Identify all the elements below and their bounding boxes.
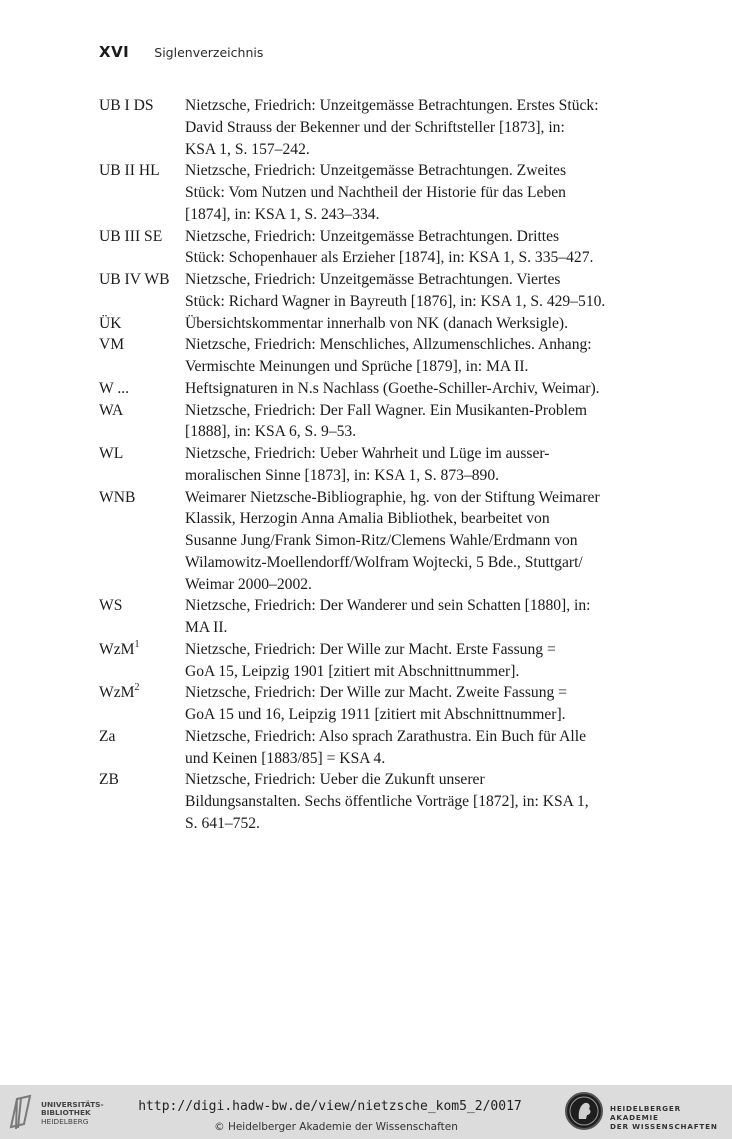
description-line: und Keinen [1883/85] = KSA 4. — [185, 749, 386, 767]
sigle-description — [185, 334, 659, 378]
sigle-abbreviation: VM — [99, 336, 125, 354]
description-line: Nietzsche, Friedrich: Ueber die Zukunft unserer — [185, 771, 485, 789]
page-header — [99, 43, 263, 65]
running-head: Siglenverzeichnis — [154, 45, 264, 60]
description-line: David Strauss der Bekenner und der Schriftsteller [1873], in: — [185, 118, 565, 136]
sigle-entry — [99, 595, 659, 639]
sigle-description — [185, 682, 659, 726]
sigle-entry — [99, 95, 659, 160]
description-line: Nietzsche, Friedrich: Ueber Wahrheit und Lüge im ausser- — [185, 445, 550, 462]
sigle-abbreviation: WNB — [99, 488, 136, 506]
sigle-abbreviation: W ... — [99, 379, 130, 397]
description-line: Klassik, Herzogin Anna Amalia Bibliothek, bearbeitet von — [185, 510, 550, 528]
sigle-superscript: 2 — [134, 682, 140, 694]
sigle-entry — [99, 378, 659, 400]
description-line: Stück: Richard Wagner in Bayreuth [1876], in: KSA 1, S. 429–510. — [185, 292, 606, 310]
sigle-entry — [99, 226, 659, 270]
sigle-description — [185, 595, 659, 639]
sigle-abbreviation: UB III SE — [99, 227, 163, 245]
sigle-entry — [99, 769, 659, 834]
description-line: S. 641–752. — [185, 814, 260, 832]
description-line: Wilamowitz-Moellendorff/Wolfram Wojtecki, 5 Bde., Stuttgart/ — [185, 553, 583, 571]
description-line: Nietzsche, Friedrich: Der Wanderer und sein Schatten [1880], in: — [185, 597, 591, 615]
description-line: Nietzsche, Friedrich: Der Wille zur Macht. Zweite Fassung = — [185, 684, 568, 702]
description-line: Nietzsche, Friedrich: Unzeitgemässe Betrachtungen. Zweites — [185, 162, 567, 180]
description-line: [1874], in: KSA 1, S. 243–334. — [185, 205, 380, 223]
description-line: Heftsignaturen in N.s Nachlass (Goethe-Schiller-Archiv, Weimar). — [185, 379, 600, 397]
copyright-notice: © Heidelberger Akademie der Wissenschaften — [214, 1121, 458, 1133]
sigle-entry — [99, 313, 659, 335]
description-line: Nietzsche, Friedrich: Unzeitgemässe Betrachtungen. Viertes — [185, 271, 561, 288]
description-line: Nietzsche, Friedrich: Menschliches, Allzumenschliches. Anhang: — [185, 336, 592, 354]
description-line: Nietzsche, Friedrich: Der Wille zur Macht. Erste Fassung = — [185, 640, 556, 658]
sigle-entry — [99, 334, 659, 378]
description-line: Weimarer Nietzsche-Bibliographie, hg. von der Stiftung Weimarer — [185, 488, 600, 506]
footer-bar — [0, 1085, 732, 1139]
description-line: Weimar 2000–2002. — [185, 575, 312, 593]
description-line: Bildungsanstalten. Sechs öffentliche Vorträge [1872], in: KSA 1, — [185, 793, 589, 810]
sigle-abbreviation: UB IV WB — [99, 271, 170, 288]
sigle-entry — [99, 400, 659, 444]
academy-seal-icon — [565, 1092, 603, 1130]
sigle-abbreviation: ZB — [99, 771, 119, 789]
description-line: GoA 15, Leipzig 1901 [zitiert mit Abschnittnummer]. — [185, 662, 520, 680]
sigle-entry — [99, 160, 659, 225]
description-line: Nietzsche, Friedrich: Unzeitgemässe Betrachtungen. Drittes — [185, 227, 560, 245]
sigla-list — [99, 95, 659, 835]
description-line: Susanne Jung/Frank Simon-Ritz/Clemens Wahle/Erdmann von — [185, 532, 578, 549]
sigle-superscript: 1 — [134, 638, 140, 650]
description-line: Stück: Vom Nutzen und Nachtheil der Historie für das Leben — [185, 184, 566, 201]
description-line: Stück: Schopenhauer als Erzieher [1874], in: KSA 1, S. 335–427. — [185, 249, 594, 267]
sigle-description — [185, 160, 659, 225]
sigle-entry — [99, 682, 659, 726]
sigle-description — [185, 639, 659, 683]
sigle-abbreviation: Za — [99, 727, 116, 745]
sigle-abbreviation: WA — [99, 401, 124, 419]
description-line: Nietzsche, Friedrich: Unzeitgemässe Betrachtungen. Erstes Stück: — [185, 97, 599, 114]
description-line: Vermischte Meinungen und Sprüche [1879], in: MA II. — [185, 358, 529, 375]
sigle-abbreviation: WzM$^2$ — [99, 682, 140, 702]
sigle-entry — [99, 443, 659, 487]
description-line: GoA 15 und 16, Leipzig 1911 [zitiert mit Abschnittnummer]. — [185, 706, 566, 723]
sigle-abbreviation: UB I DS — [99, 97, 154, 114]
sigle-entry — [99, 726, 659, 770]
university-library-name: UNIVERSITÄTS- BIBLIOTHEK HEIDELBERG — [41, 1100, 104, 1126]
sigle-description — [185, 269, 659, 313]
sigle-description — [185, 226, 659, 270]
sigle-abbreviation: WL — [99, 445, 124, 462]
description-line: KSA 1, S. 157–242. — [185, 140, 310, 158]
sigle-entry — [99, 487, 659, 596]
description-line: Übersichtskommentar innerhalb von NK (danach Werksigle). — [185, 314, 568, 332]
academy-name: HEIDELBERGER AKADEMIE DER WISSENSCHAFTEN — [610, 1104, 718, 1131]
page-number: XVI — [99, 43, 130, 61]
sigle-description — [185, 313, 659, 335]
sigle-abbreviation: UB II HL — [99, 162, 160, 180]
sigle-description — [185, 487, 659, 596]
sigle-description — [185, 378, 659, 400]
sigle-abbreviation: WzM$^1$ — [99, 638, 140, 658]
source-url-link[interactable]: http://digi.hadw-bw.de/view/nietzsche_kom5_2/0017 — [138, 1099, 522, 1114]
description-line: [1888], in: KSA 6, S. 9–53. — [185, 423, 357, 441]
description-line: Nietzsche, Friedrich: Der Fall Wagner. Ein Musikanten-Problem — [185, 401, 588, 419]
sigle-description — [185, 95, 659, 160]
sigle-abbreviation: ÜK — [99, 314, 122, 332]
sigle-description — [185, 400, 659, 444]
description-line: MA II. — [185, 619, 228, 636]
sigle-description — [185, 769, 659, 834]
sigle-entry — [99, 639, 659, 683]
description-line: moralischen Sinne [1873], in: KSA 1, S. 873–890. — [185, 466, 500, 484]
sigle-description — [185, 443, 659, 487]
sigle-description — [185, 726, 659, 770]
sigle-entry — [99, 269, 659, 313]
description-line: Nietzsche, Friedrich: Also sprach Zarathustra. Ein Buch für Alle — [185, 727, 586, 745]
sigle-abbreviation: WS — [99, 597, 123, 615]
